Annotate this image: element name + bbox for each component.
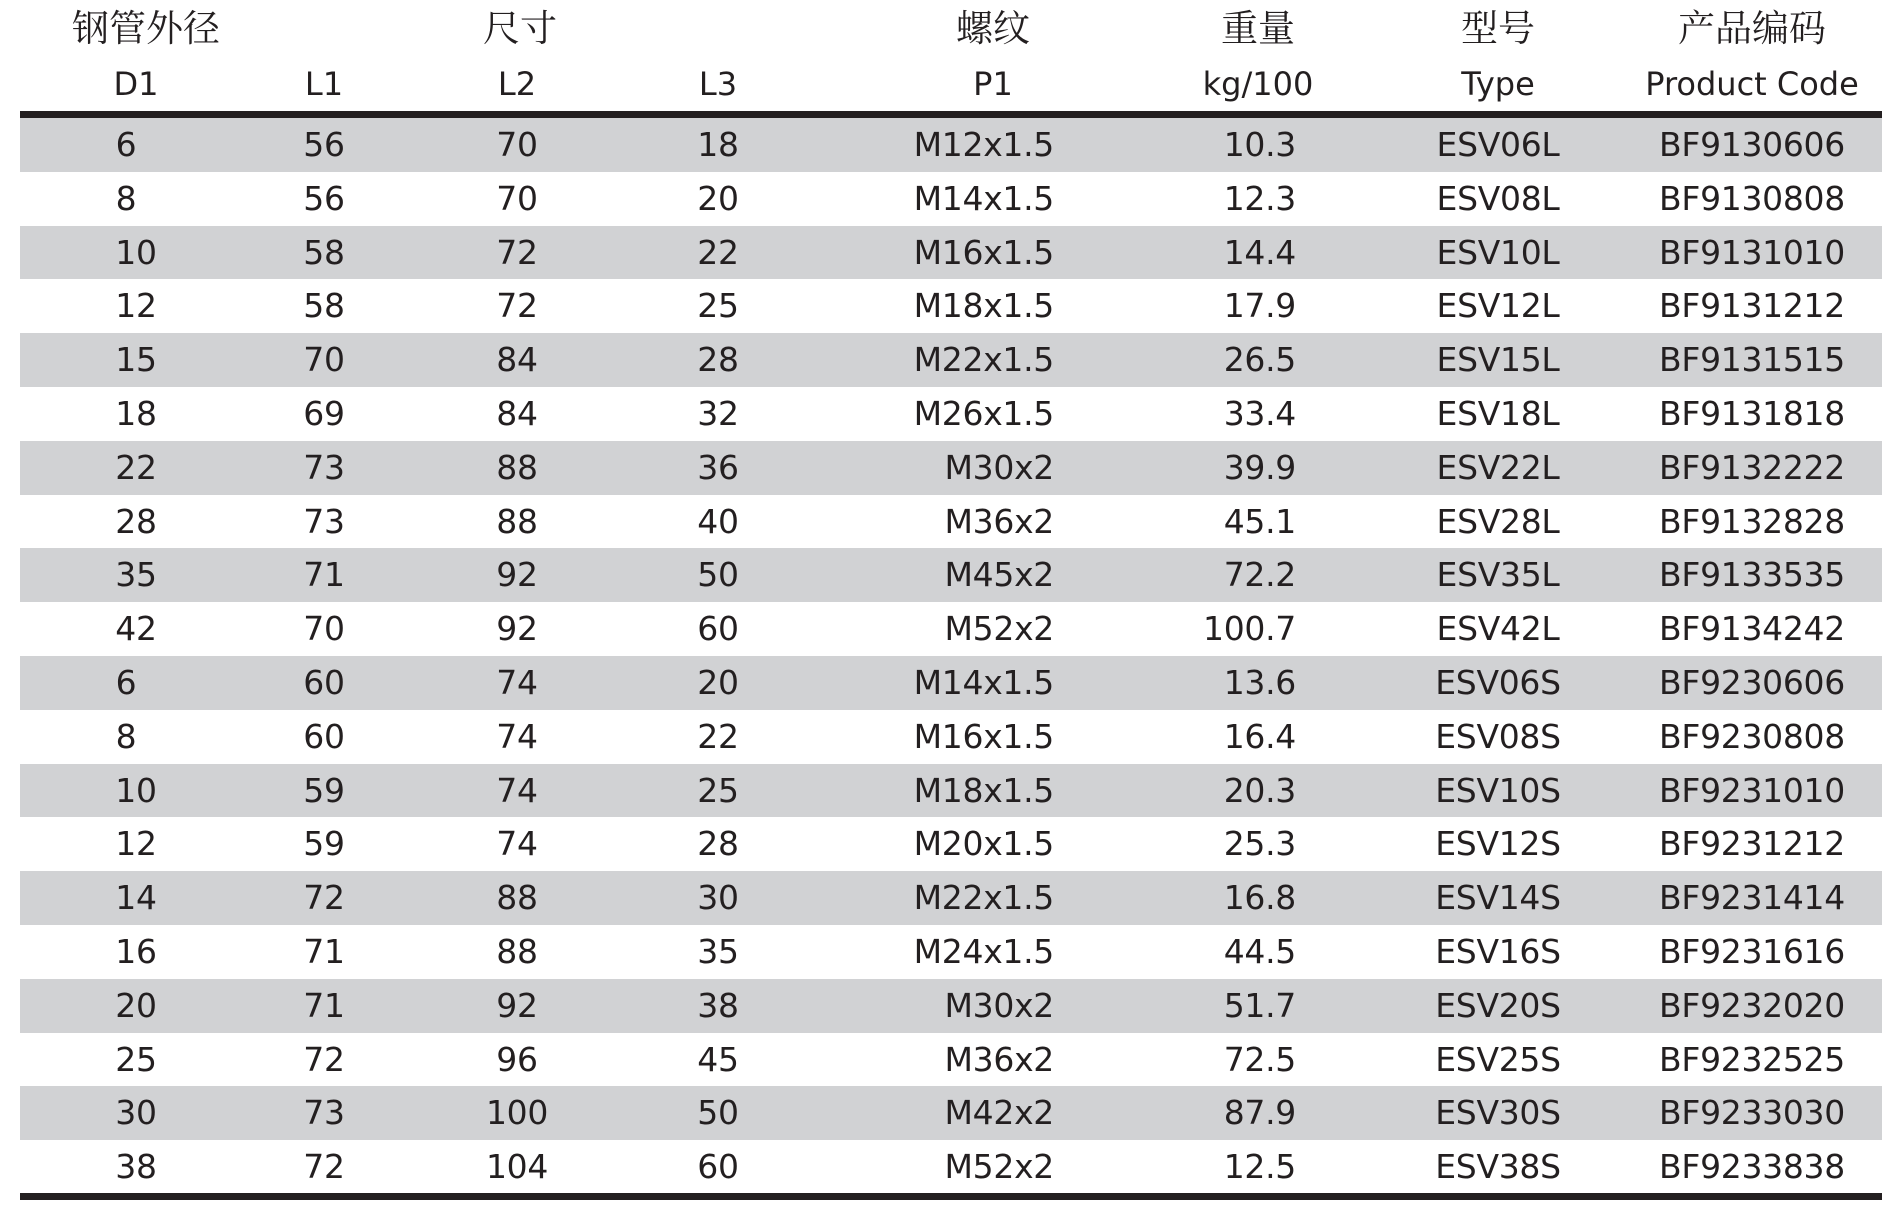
cell-code: BF9131818 [1659, 393, 1845, 433]
cell-weight: 17.9 [1223, 286, 1296, 326]
cell-weight: 72.5 [1223, 1039, 1296, 1079]
cell-code: BF9232525 [1659, 1039, 1845, 1079]
cell-d1: 12 [115, 286, 157, 326]
cell-type: ESV08S [1435, 716, 1561, 756]
cell-code: BF9131212 [1659, 286, 1845, 326]
cell-weight: 87.9 [1223, 1093, 1296, 1133]
header-p1-en: P1 [973, 65, 1013, 103]
cell-d1: 12 [115, 824, 157, 864]
cell-type: ESV08L [1436, 178, 1560, 218]
cell-l2: 100 [485, 1093, 549, 1133]
cell-p1: M52x2 [944, 609, 1054, 649]
cell-code: BF9132828 [1659, 501, 1845, 541]
cell-l2: 84 [496, 393, 538, 433]
cell-l2: 92 [496, 985, 538, 1025]
cell-d1: 28 [115, 501, 157, 541]
cell-d1: 14 [115, 878, 157, 918]
cell-code: BF9231414 [1659, 878, 1845, 918]
cell-l1: 73 [303, 501, 345, 541]
cell-p1: M24x1.5 [913, 931, 1054, 971]
cell-l3: 25 [697, 770, 739, 810]
cell-type: ESV18L [1436, 393, 1560, 433]
cell-p1: M45x2 [944, 555, 1054, 595]
cell-d1: 6 [115, 125, 137, 164]
cell-code: BF9231212 [1659, 824, 1845, 864]
table-bottom-rule [20, 1193, 1882, 1200]
cell-l2: 74 [496, 662, 538, 702]
cell-p1: M30x2 [944, 447, 1054, 487]
table-row [20, 817, 1882, 871]
cell-weight: 10.3 [1223, 125, 1296, 164]
cell-d1: 22 [115, 447, 157, 487]
table-row [20, 118, 1882, 172]
cell-l2: 84 [496, 340, 538, 380]
header-code-cn: 产品编码 [1678, 7, 1826, 50]
cell-l2: 88 [496, 878, 538, 918]
cell-p1: M14x1.5 [913, 662, 1054, 702]
cell-l1: 59 [303, 770, 345, 810]
cell-l1: 58 [303, 232, 345, 272]
header-code-en: Product Code [1645, 65, 1859, 103]
cell-p1: M12x1.5 [913, 125, 1054, 164]
cell-code: BF9231616 [1659, 931, 1845, 971]
cell-p1: M26x1.5 [913, 393, 1054, 433]
cell-type: ESV10L [1436, 232, 1560, 272]
cell-l1: 56 [303, 125, 345, 164]
cell-l2: 70 [496, 125, 538, 164]
cell-l1: 71 [303, 931, 345, 971]
cell-l3: 28 [697, 824, 739, 864]
cell-l3: 30 [697, 878, 739, 918]
table-row [20, 1033, 1882, 1087]
table-row [20, 979, 1882, 1033]
cell-weight: 51.7 [1223, 985, 1296, 1025]
cell-l2: 88 [496, 447, 538, 487]
cell-l3: 25 [697, 286, 739, 326]
cell-p1: M16x1.5 [913, 232, 1054, 272]
header-l1-en: L1 [304, 65, 344, 103]
cell-weight: 44.5 [1223, 931, 1296, 971]
table-row [20, 495, 1882, 549]
cell-weight: 14.4 [1223, 232, 1296, 272]
cell-weight: 25.3 [1223, 824, 1296, 864]
header-weight-en: kg/100 [1202, 65, 1314, 103]
cell-l2: 104 [485, 1147, 549, 1187]
cell-l3: 36 [697, 447, 739, 487]
cell-d1: 35 [115, 555, 157, 595]
cell-l3: 38 [697, 985, 739, 1025]
table-row [20, 548, 1882, 602]
cell-l3: 22 [697, 232, 739, 272]
cell-code: BF9233030 [1659, 1093, 1845, 1133]
header-l3-en: L3 [698, 65, 738, 103]
table-row [20, 333, 1882, 387]
cell-weight: 13.6 [1223, 662, 1296, 702]
cell-code: BF9130808 [1659, 178, 1845, 218]
cell-weight: 45.1 [1223, 501, 1296, 541]
cell-p1: M36x2 [944, 501, 1054, 541]
cell-d1: 30 [115, 1093, 157, 1133]
cell-type: ESV06L [1436, 125, 1560, 164]
cell-l1: 71 [303, 555, 345, 595]
cell-p1: M42x2 [944, 1093, 1054, 1133]
cell-l3: 50 [697, 555, 739, 595]
cell-d1: 6 [115, 662, 137, 702]
table-row [20, 226, 1882, 280]
cell-weight: 100.7 [1203, 609, 1296, 649]
cell-code: BF9231010 [1659, 770, 1845, 810]
cell-d1: 10 [115, 232, 157, 272]
header-d1-en: D1 [113, 65, 159, 103]
cell-weight: 16.8 [1223, 878, 1296, 918]
cell-l1: 71 [303, 985, 345, 1025]
cell-weight: 16.4 [1223, 716, 1296, 756]
table-row [20, 172, 1882, 226]
cell-l3: 35 [697, 931, 739, 971]
cell-d1: 16 [115, 931, 157, 971]
cell-l3: 32 [697, 393, 739, 433]
cell-code: BF9131010 [1659, 232, 1845, 272]
cell-type: ESV28L [1436, 501, 1560, 541]
cell-type: ESV22L [1436, 447, 1560, 487]
cell-type: ESV10S [1435, 770, 1561, 810]
cell-d1: 38 [115, 1147, 157, 1187]
cell-type: ESV30S [1435, 1093, 1561, 1133]
cell-type: ESV14S [1435, 878, 1561, 918]
cell-d1: 8 [115, 178, 137, 218]
cell-l1: 72 [303, 878, 345, 918]
cell-l2: 92 [496, 609, 538, 649]
cell-l1: 58 [303, 286, 345, 326]
cell-code: BF9133535 [1659, 555, 1845, 595]
cell-d1: 42 [115, 609, 157, 649]
cell-p1: M52x2 [944, 1147, 1054, 1187]
cell-l1: 70 [303, 609, 345, 649]
table-row [20, 871, 1882, 925]
table-row [20, 1086, 1882, 1140]
table-row [20, 387, 1882, 441]
cell-weight: 39.9 [1223, 447, 1296, 487]
cell-l2: 72 [496, 286, 538, 326]
cell-d1: 8 [115, 716, 137, 756]
cell-l1: 72 [303, 1039, 345, 1079]
cell-code: BF9134242 [1659, 609, 1845, 649]
cell-l3: 20 [697, 178, 739, 218]
cell-p1: M16x1.5 [913, 716, 1054, 756]
cell-l1: 56 [303, 178, 345, 218]
table-row [20, 1140, 1882, 1194]
cell-l2: 70 [496, 178, 538, 218]
cell-type: ESV15L [1436, 340, 1560, 380]
cell-l2: 88 [496, 501, 538, 541]
table-row [20, 656, 1882, 710]
table-row [20, 710, 1882, 764]
cell-l3: 60 [697, 609, 739, 649]
cell-p1: M22x1.5 [913, 878, 1054, 918]
cell-l3: 22 [697, 716, 739, 756]
cell-l3: 60 [697, 1147, 739, 1187]
cell-code: BF9230808 [1659, 716, 1845, 756]
cell-l1: 70 [303, 340, 345, 380]
table-body [20, 118, 1882, 1194]
cell-d1: 18 [115, 393, 157, 433]
cell-weight: 33.4 [1223, 393, 1296, 433]
cell-p1: M22x1.5 [913, 340, 1054, 380]
header-weight-cn: 重量 [1221, 7, 1295, 50]
header-d1-cn: 钢管外径 [72, 7, 220, 50]
cell-type: ESV38S [1435, 1147, 1561, 1187]
header-l2-en: L2 [497, 65, 537, 103]
cell-code: BF9131515 [1659, 340, 1845, 380]
table-top-rule [20, 111, 1882, 118]
cell-type: ESV06S [1435, 662, 1561, 702]
cell-l2: 74 [496, 716, 538, 756]
cell-weight: 12.5 [1223, 1147, 1296, 1187]
cell-l2: 96 [496, 1039, 538, 1079]
cell-type: ESV12S [1435, 824, 1561, 864]
cell-type: ESV20S [1435, 985, 1561, 1025]
cell-l1: 73 [303, 447, 345, 487]
cell-l3: 40 [697, 501, 739, 541]
cell-l2: 74 [496, 824, 538, 864]
cell-d1: 10 [115, 770, 157, 810]
cell-d1: 20 [115, 985, 157, 1025]
cell-l3: 45 [697, 1039, 739, 1079]
cell-type: ESV35L [1436, 555, 1560, 595]
cell-l1: 60 [303, 662, 345, 702]
cell-l3: 28 [697, 340, 739, 380]
table-row [20, 279, 1882, 333]
cell-l2: 72 [496, 232, 538, 272]
cell-l2: 88 [496, 931, 538, 971]
cell-code: BF9132222 [1659, 447, 1845, 487]
cell-type: ESV16S [1435, 931, 1561, 971]
cell-l1: 59 [303, 824, 345, 864]
table-row [20, 441, 1882, 495]
cell-p1: M18x1.5 [913, 770, 1054, 810]
cell-l2: 92 [496, 555, 538, 595]
cell-weight: 72.2 [1223, 555, 1296, 595]
cell-p1: M30x2 [944, 985, 1054, 1025]
cell-type: ESV12L [1436, 286, 1560, 326]
cell-p1: M14x1.5 [913, 178, 1054, 218]
cell-l3: 18 [697, 125, 739, 164]
cell-l1: 69 [303, 393, 345, 433]
cell-l3: 50 [697, 1093, 739, 1133]
header-type-en: Type [1461, 65, 1535, 103]
cell-p1: M18x1.5 [913, 286, 1054, 326]
cell-d1: 15 [115, 340, 157, 380]
cell-p1: M36x2 [944, 1039, 1054, 1079]
cell-weight: 12.3 [1223, 178, 1296, 218]
cell-l3: 20 [697, 662, 739, 702]
cell-l1: 73 [303, 1093, 345, 1133]
table-row [20, 602, 1882, 656]
header-type-cn: 型号 [1461, 7, 1535, 50]
cell-code: BF9232020 [1659, 985, 1845, 1025]
header-size-cn: 尺寸 [483, 7, 557, 50]
cell-code: BF9230606 [1659, 662, 1845, 702]
cell-p1: M20x1.5 [913, 824, 1054, 864]
cell-l1: 72 [303, 1147, 345, 1187]
cell-l1: 60 [303, 716, 345, 756]
cell-code: BF9130606 [1659, 125, 1845, 164]
header-thread-cn: 螺纹 [956, 7, 1030, 50]
cell-weight: 26.5 [1223, 340, 1296, 380]
cell-type: ESV25S [1435, 1039, 1561, 1079]
cell-type: ESV42L [1436, 609, 1560, 649]
table-row [20, 764, 1882, 818]
cell-d1: 25 [115, 1039, 157, 1079]
cell-code: BF9233838 [1659, 1147, 1845, 1187]
cell-l2: 74 [496, 770, 538, 810]
table-row [20, 925, 1882, 979]
cell-weight: 20.3 [1223, 770, 1296, 810]
